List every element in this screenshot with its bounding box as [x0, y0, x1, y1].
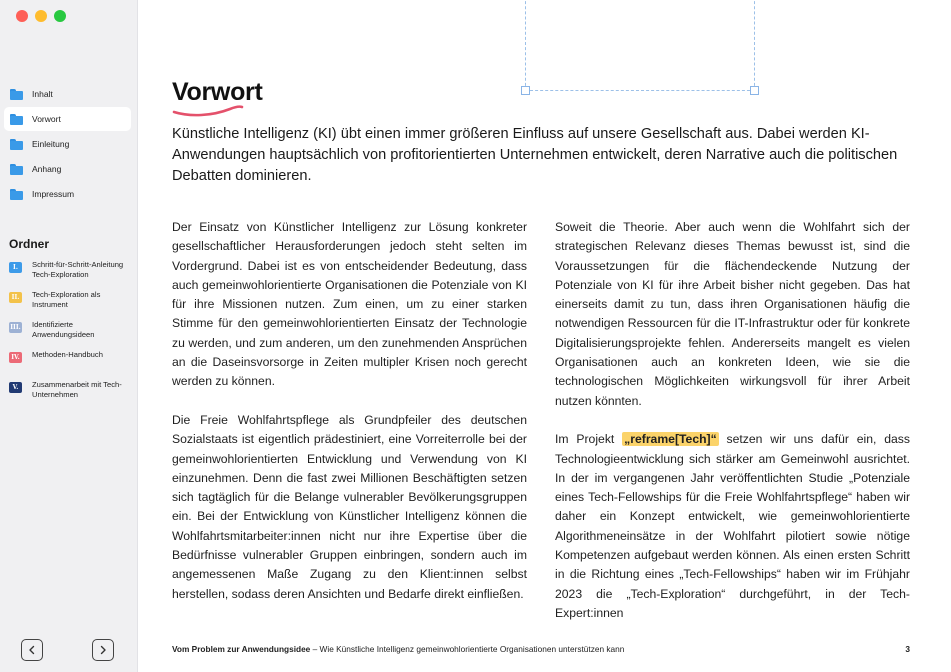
body-paragraph: Der Einsatz von Künstlicher Intelligenz zur Lösung konkreter gesellschaftlicher Herausforderungen jedoch steht selten im Vordergrund. Dabei ist es von entscheidender Bedeutung, dass auch gemeinwohlorientierte Organisationen die Potenziale von KI für ihre Missionen nutzen. Zum einen, um zu einer starken Stimme für den gemeinwohlorientierten Einsatz der Technologie zu werden, und zum anderen, um den zunehmenden Ansprüchen an die Daseinsvorsorge in Zeiten multipler Krisen noch gerecht werden zu können.	[172, 220, 527, 389]
body-paragraph: Soweit die Theorie. Aber auch wenn die Wohlfahrt sich der strategischen Relevanz dieses Themas bewusst ist, sind die Voraussetzungen für die flächendeckende Nutzung der Potenziale von KI für ihre Arbeit bisher nicht gegeben. Das hat einerseits damit zu tun, dass ihren Organisationen häufig die notwendigen Ressourcen für die IT-Infrastruktur oder für konkrete Digitalisierungsprojekte fehlen. Andererseits mangelt es vielen Organisationen auch an konkreten Ideen, wie sie die technologischen Möglichkeiten wirkungsvoll für ihrer Arbeit nutzen könnten.	[555, 220, 910, 408]
folder-icon	[10, 139, 23, 150]
page-footer	[172, 644, 910, 654]
sidebar-item-label: Vorwort	[32, 114, 61, 124]
page-number: 3	[905, 644, 910, 654]
highlighted-project-name: „reframe[Tech]“	[624, 432, 717, 447]
lead-paragraph: Künstliche Intelligenz (KI) übt einen immer größeren Einfluss auf unsere Gesellschaft aus. Dabei werden KI-Anwendungen hauptsächlich von profitorientierten Unternehmen entwickelt, deren Narrative auch die politischen Debatten dominieren.	[172, 126, 898, 184]
chapter-label: Tech-Exploration als Instrument	[32, 290, 101, 309]
chapter-label: Identifizierte Anwendungsideen	[32, 320, 95, 339]
chapter-badge-icon: V.	[9, 382, 22, 393]
previous-page-button[interactable]	[21, 639, 43, 661]
sidebar-item-vorwort[interactable]	[4, 107, 131, 131]
sidebar-item-inhalt[interactable]	[4, 82, 131, 106]
chapter-label: Zusammenarbeit mit Tech-Unternehmen	[32, 380, 122, 399]
chapter-badge-icon: I.	[9, 262, 22, 273]
sidebar	[0, 0, 138, 672]
chapter-item-2[interactable]	[9, 290, 134, 312]
chapter-badge-icon: III.	[10, 324, 21, 331]
folder-icon	[10, 189, 23, 200]
footer-title	[172, 644, 624, 654]
body-paragraph: Die Freie Wohlfahrtspflege als Grundpfeiler des deutschen Sozialstaats ist eigentlich prädestiniert, eine Vorreiterrolle bei der gemeinwohlorientierten Entwicklung und Verwendung von KI einzunehmen. Denn die fast zwei Millionen Beschäftigten setzen sich tagtäglich für die Belange vulnerabler Bevölkerungsgruppen ein. Bei der Entwicklung von Künstlicher Intelligenz können die Wohlfahrtsmitarbeiter:innen nicht nur ihre Expertise über die Bedürfnisse vulnerabler Gruppen einbringen, sondern auch im angemessenen Maße Zugang zu den Klient:innen selbst herstellen, sodass deren Ansichten und Bedarfe direkt einfließen.	[172, 412, 527, 601]
sidebar-item-label: Einleitung	[32, 139, 70, 149]
chapter-item-5[interactable]	[9, 380, 134, 402]
folder-icon	[10, 164, 23, 175]
sidebar-item-einleitung[interactable]	[4, 132, 131, 156]
chapter-list	[9, 260, 134, 410]
chapter-badge-icon: IV.	[9, 352, 22, 363]
sidebar-item-label: Inhalt	[32, 89, 53, 99]
close-window-button[interactable]	[16, 10, 28, 22]
text-column-right	[555, 218, 910, 643]
text-column-left	[172, 218, 527, 623]
folder-icon	[10, 114, 23, 125]
sidebar-item-anhang[interactable]	[4, 157, 131, 181]
chapter-label: Methoden-Handbuch	[32, 350, 103, 359]
sidebar-nav	[4, 82, 131, 207]
chevron-left-icon	[27, 645, 37, 655]
title-underline-swash	[172, 103, 244, 117]
footer-doc-title: Vom Problem zur Anwendungsidee	[172, 644, 311, 654]
paragraph-text: Im Projekt	[555, 432, 623, 447]
chapter-item-3[interactable]	[9, 320, 134, 342]
folder-icon	[10, 89, 23, 100]
page-title: Vorwort	[172, 78, 263, 106]
chevron-right-icon	[98, 645, 108, 655]
body-paragraph	[555, 430, 910, 623]
footer-subtitle: – Wie Künstliche Intelligenz gemeinwohlorientierte Organisationen unterstützen kann	[310, 644, 625, 654]
paragraph-text: setzen wir uns dafür ein, dass Technologieentwicklung sich stärker am Gemeinwohl ausrichtet. In der im vergangenen Jahr veröffentlichten Studie „Potenziale eines Tech-Fellowships für die Freie Wohlfahrtspflege“ haben wir daher ein Konzept entwickelt, wie gemeinwohlorientierte Algorithmeneinsätze in der Wohlfahrt pilotiert sowie nötige Kompetenzen aufgebaut werden können. Als einen ersten Schritt in die Richtung eines „Tech-Fellowships“ haben wir im Frühjahr 2023 die „Tech-Exploration“ durchgeführt, in der Tech-Expert:innen	[555, 432, 910, 620]
next-page-button[interactable]	[92, 639, 114, 661]
sidebar-item-label: Anhang	[32, 164, 62, 174]
chapter-label: Schritt-für-Schritt-Anleitung Tech-Exploration	[32, 260, 124, 279]
image-placeholder-frame[interactable]	[525, 0, 755, 91]
document-page	[138, 0, 951, 672]
sidebar-item-label: Impressum	[32, 189, 75, 199]
sidebar-item-impressum[interactable]	[4, 182, 131, 206]
zoom-window-button[interactable]	[54, 10, 66, 22]
minimize-window-button[interactable]	[35, 10, 47, 22]
resize-handle[interactable]	[521, 86, 530, 95]
window-controls	[16, 10, 66, 22]
chapter-item-1[interactable]	[9, 260, 134, 282]
resize-handle[interactable]	[750, 86, 759, 95]
chapter-badge-icon: II.	[9, 292, 22, 303]
folder-section-title: Ordner	[9, 237, 50, 251]
chapter-item-4[interactable]	[9, 350, 134, 372]
